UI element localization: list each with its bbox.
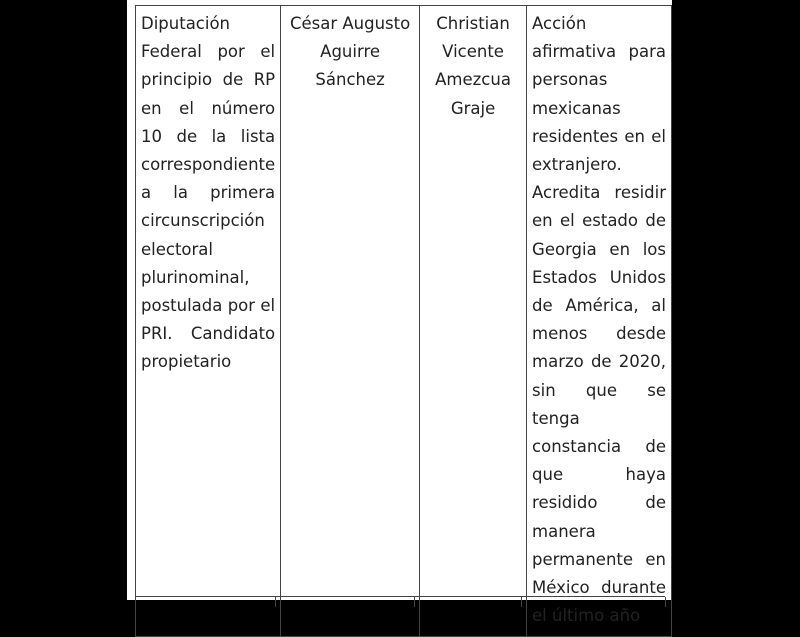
document-page (127, 0, 672, 626)
cargo-cell: Diputación Federal por el principio de RP en el número 10 de la lista correspondiente a la primera circunscripción electoral plurinominal, postulada por el PRI. Candidato propietario (136, 6, 281, 637)
column-divider (665, 597, 666, 607)
column-divider (275, 597, 276, 607)
candidate-name-cell: César Augusto Aguirre Sánchez (281, 6, 420, 637)
next-row-top-edge (135, 596, 665, 607)
observations-cell (527, 6, 672, 637)
replacement-name-cell: Christian Vicente Amezcua Graje (420, 6, 527, 637)
column-divider (414, 597, 415, 607)
column-divider (521, 597, 522, 607)
observation-paragraph-1: Acción afirmativa para personas mexicanas residentes en el extranjero. (532, 14, 666, 175)
observation-paragraph-2: Acredita residir en el estado de Georgia en los Estados Unidos de América, al menos desde marzo de 2020, sin que se tenga constancia de que haya residido de manera permanente en México durante el último año (532, 183, 666, 626)
candidates-table (135, 5, 672, 637)
table-row (136, 6, 672, 637)
